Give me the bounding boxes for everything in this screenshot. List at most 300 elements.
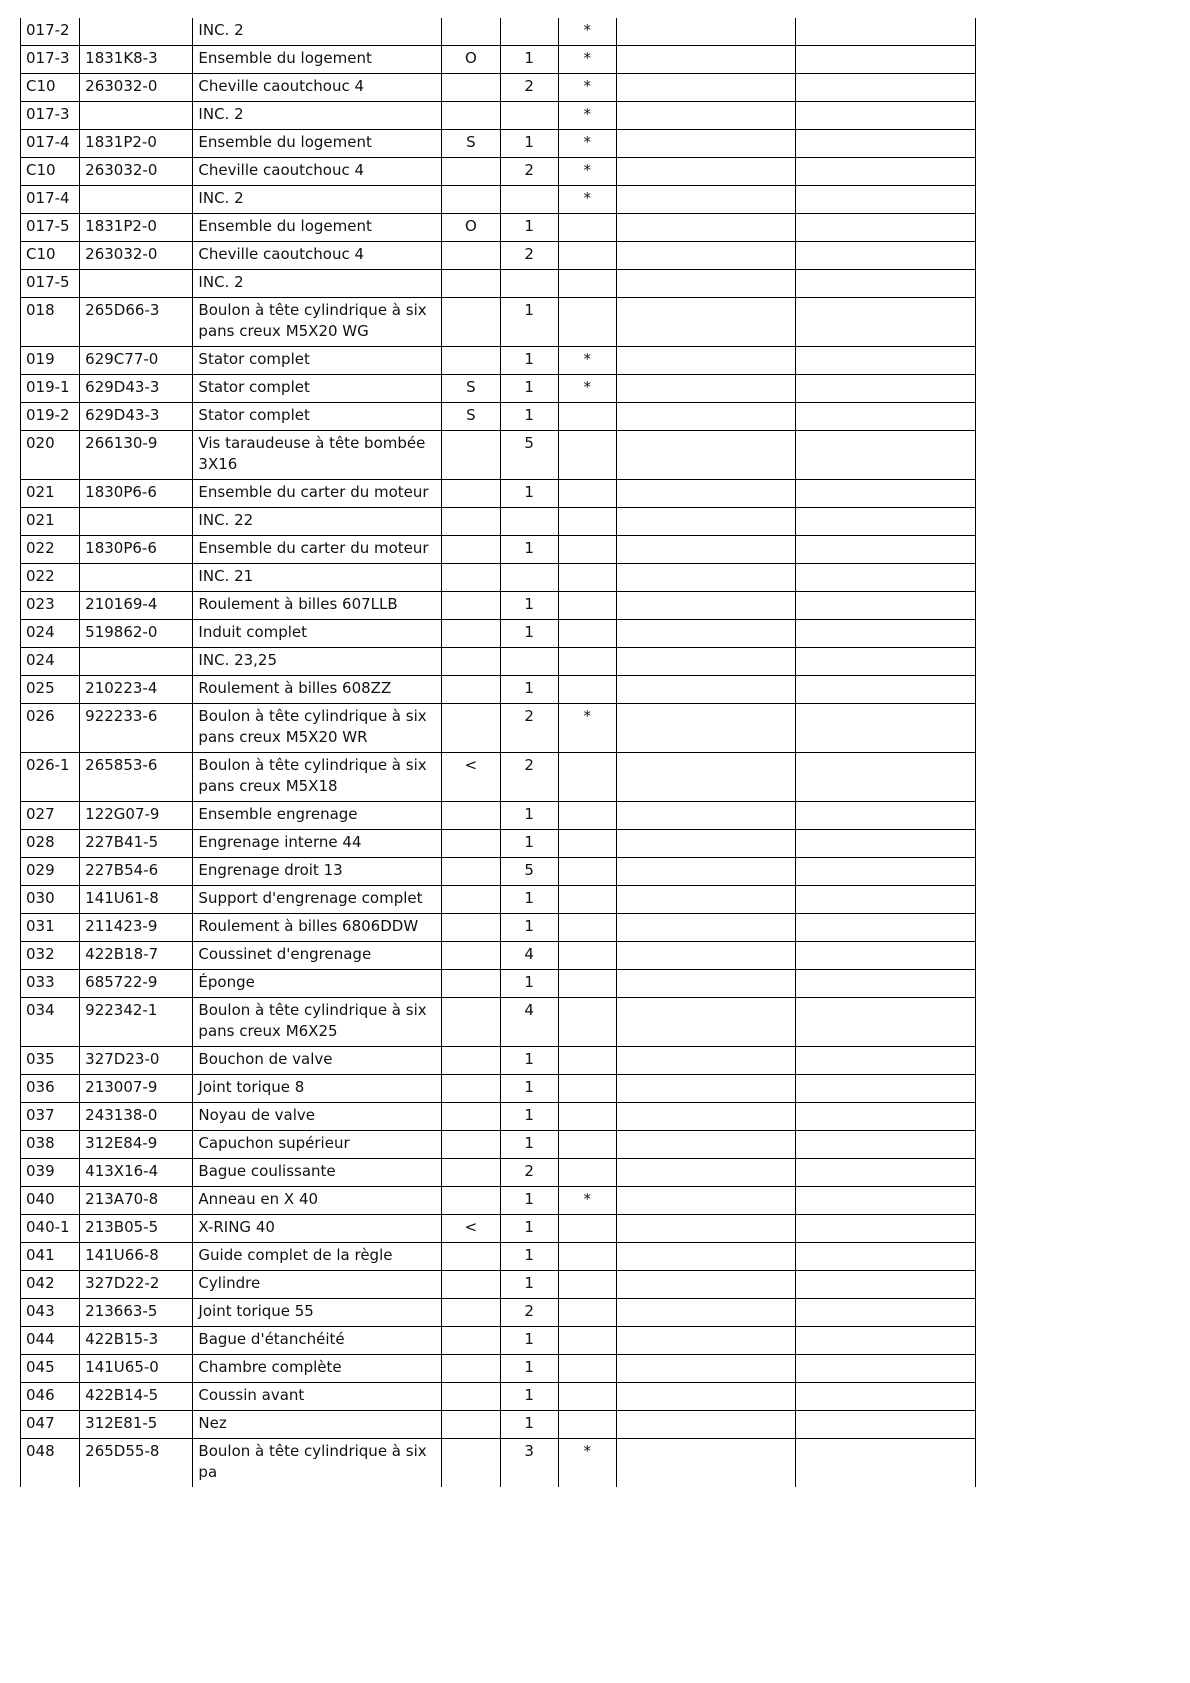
table-row <box>21 403 976 431</box>
empty-cell <box>796 74 976 102</box>
quantity-cell: 1 <box>500 620 558 648</box>
description-cell: Éponge <box>193 970 442 998</box>
quantity-cell: 2 <box>500 158 558 186</box>
table-row <box>21 102 976 130</box>
empty-cell <box>796 1103 976 1131</box>
empty-cell <box>796 536 976 564</box>
table-row <box>21 480 976 508</box>
mark-cell: * <box>558 102 616 130</box>
part-number-cell: 263032-0 <box>80 158 193 186</box>
quantity-cell: 2 <box>500 753 558 802</box>
description-cell: Cheville caoutchouc 4 <box>193 74 442 102</box>
item-number-cell: 040-1 <box>21 1215 80 1243</box>
item-number-cell: 047 <box>21 1411 80 1439</box>
empty-cell <box>616 1187 796 1215</box>
part-number-cell: 210169-4 <box>80 592 193 620</box>
mark-cell <box>558 1411 616 1439</box>
option-code-cell <box>442 620 500 648</box>
table-row <box>21 508 976 536</box>
mark-cell <box>558 1103 616 1131</box>
description-cell: Ensemble du logement <box>193 46 442 74</box>
part-number-cell: 629D43-3 <box>80 403 193 431</box>
empty-cell <box>616 942 796 970</box>
quantity-cell: 2 <box>500 74 558 102</box>
part-number-cell: 1831P2-0 <box>80 130 193 158</box>
part-number-cell: 685722-9 <box>80 970 193 998</box>
table-row <box>21 1215 976 1243</box>
item-number-cell: 025 <box>21 676 80 704</box>
quantity-cell: 2 <box>500 1299 558 1327</box>
option-code-cell <box>442 186 500 214</box>
item-number-cell: 018 <box>21 298 80 347</box>
quantity-cell: 1 <box>500 298 558 347</box>
quantity-cell: 1 <box>500 1103 558 1131</box>
table-row <box>21 298 976 347</box>
part-number-cell: 629C77-0 <box>80 347 193 375</box>
mark-cell <box>558 1075 616 1103</box>
empty-cell <box>796 1187 976 1215</box>
empty-cell <box>796 1383 976 1411</box>
mark-cell: * <box>558 186 616 214</box>
item-number-cell: 024 <box>21 620 80 648</box>
empty-cell <box>616 186 796 214</box>
table-row <box>21 753 976 802</box>
table-row <box>21 970 976 998</box>
item-number-cell: 043 <box>21 1299 80 1327</box>
option-code-cell <box>442 886 500 914</box>
description-cell: Roulement à billes 607LLB <box>193 592 442 620</box>
option-code-cell <box>442 74 500 102</box>
item-number-cell: 029 <box>21 858 80 886</box>
table-row <box>21 1439 976 1488</box>
table-row <box>21 1411 976 1439</box>
quantity-cell: 1 <box>500 1271 558 1299</box>
empty-cell <box>616 214 796 242</box>
empty-cell <box>796 970 976 998</box>
empty-cell <box>796 270 976 298</box>
description-cell: Cylindre <box>193 1271 442 1299</box>
mark-cell <box>558 242 616 270</box>
mark-cell <box>558 802 616 830</box>
quantity-cell <box>500 564 558 592</box>
item-number-cell: 034 <box>21 998 80 1047</box>
option-code-cell <box>442 998 500 1047</box>
item-number-cell: 019-2 <box>21 403 80 431</box>
quantity-cell <box>500 18 558 46</box>
empty-cell <box>616 130 796 158</box>
description-cell: INC. 2 <box>193 270 442 298</box>
option-code-cell <box>442 298 500 347</box>
mark-cell <box>558 298 616 347</box>
quantity-cell: 1 <box>500 46 558 74</box>
mark-cell <box>558 914 616 942</box>
empty-cell <box>616 753 796 802</box>
part-number-cell: 922342-1 <box>80 998 193 1047</box>
part-number-cell: 1830P6-6 <box>80 536 193 564</box>
mark-cell <box>558 592 616 620</box>
empty-cell <box>616 1411 796 1439</box>
description-cell: INC. 2 <box>193 18 442 46</box>
part-number-cell: 266130-9 <box>80 431 193 480</box>
empty-cell <box>616 403 796 431</box>
option-code-cell <box>442 802 500 830</box>
quantity-cell: 1 <box>500 1075 558 1103</box>
table-row <box>21 1075 976 1103</box>
empty-cell <box>616 375 796 403</box>
empty-cell <box>796 1411 976 1439</box>
part-number-cell: 263032-0 <box>80 242 193 270</box>
mark-cell <box>558 536 616 564</box>
table-row <box>21 1299 976 1327</box>
item-number-cell: 039 <box>21 1159 80 1187</box>
description-cell: Bague d'étanchéité <box>193 1327 442 1355</box>
item-number-cell: 020 <box>21 431 80 480</box>
item-number-cell: C10 <box>21 242 80 270</box>
table-row <box>21 704 976 753</box>
empty-cell <box>616 74 796 102</box>
empty-cell <box>796 403 976 431</box>
part-number-cell <box>80 564 193 592</box>
option-code-cell: O <box>442 214 500 242</box>
mark-cell <box>558 508 616 536</box>
empty-cell <box>796 347 976 375</box>
empty-cell <box>616 347 796 375</box>
empty-cell <box>616 1047 796 1075</box>
quantity-cell: 5 <box>500 431 558 480</box>
option-code-cell <box>442 942 500 970</box>
empty-cell <box>796 214 976 242</box>
part-number-cell: 312E84-9 <box>80 1131 193 1159</box>
empty-cell <box>796 1131 976 1159</box>
part-number-cell: 1830P6-6 <box>80 480 193 508</box>
part-number-cell: 213B05-5 <box>80 1215 193 1243</box>
empty-cell <box>796 1159 976 1187</box>
quantity-cell: 1 <box>500 1355 558 1383</box>
empty-cell <box>796 508 976 536</box>
table-row <box>21 1327 976 1355</box>
item-number-cell: 019-1 <box>21 375 80 403</box>
parts-table <box>20 18 976 1487</box>
part-number-cell: 213A70-8 <box>80 1187 193 1215</box>
empty-cell <box>796 753 976 802</box>
option-code-cell <box>442 1383 500 1411</box>
empty-cell <box>616 1243 796 1271</box>
empty-cell <box>616 1439 796 1488</box>
quantity-cell: 1 <box>500 802 558 830</box>
description-cell: INC. 2 <box>193 102 442 130</box>
item-number-cell: 017-3 <box>21 102 80 130</box>
part-number-cell: 211423-9 <box>80 914 193 942</box>
description-cell: INC. 21 <box>193 564 442 592</box>
option-code-cell <box>442 508 500 536</box>
empty-cell <box>796 998 976 1047</box>
quantity-cell: 1 <box>500 1215 558 1243</box>
table-row <box>21 347 976 375</box>
table-row <box>21 186 976 214</box>
table-row <box>21 1131 976 1159</box>
option-code-cell <box>442 1047 500 1075</box>
mark-cell <box>558 1299 616 1327</box>
empty-cell <box>616 102 796 130</box>
empty-cell <box>616 1159 796 1187</box>
empty-cell <box>616 1327 796 1355</box>
part-number-cell: 422B15-3 <box>80 1327 193 1355</box>
part-number-cell <box>80 508 193 536</box>
empty-cell <box>616 1299 796 1327</box>
quantity-cell: 4 <box>500 942 558 970</box>
part-number-cell <box>80 102 193 130</box>
quantity-cell: 1 <box>500 1131 558 1159</box>
table-row <box>21 18 976 46</box>
table-row <box>21 620 976 648</box>
item-number-cell: 027 <box>21 802 80 830</box>
item-number-cell: 044 <box>21 1327 80 1355</box>
option-code-cell <box>442 480 500 508</box>
empty-cell <box>616 270 796 298</box>
description-cell: Stator complet <box>193 375 442 403</box>
description-cell: Ensemble du logement <box>193 130 442 158</box>
mark-cell: * <box>558 130 616 158</box>
empty-cell <box>796 1271 976 1299</box>
part-number-cell: 422B18-7 <box>80 942 193 970</box>
description-cell: Boulon à tête cylindrique à six pa <box>193 1439 442 1488</box>
empty-cell <box>616 1215 796 1243</box>
part-number-cell: 122G07-9 <box>80 802 193 830</box>
description-cell: Ensemble engrenage <box>193 802 442 830</box>
empty-cell <box>616 592 796 620</box>
description-cell: Chambre complète <box>193 1355 442 1383</box>
empty-cell <box>616 480 796 508</box>
table-row <box>21 74 976 102</box>
part-number-cell: 227B54-6 <box>80 858 193 886</box>
description-cell: Vis taraudeuse à tête bombée 3X16 <box>193 431 442 480</box>
item-number-cell: 041 <box>21 1243 80 1271</box>
empty-cell <box>796 158 976 186</box>
option-code-cell <box>442 704 500 753</box>
quantity-cell: 1 <box>500 347 558 375</box>
part-number-cell: 519862-0 <box>80 620 193 648</box>
mark-cell: * <box>558 158 616 186</box>
description-cell: INC. 2 <box>193 186 442 214</box>
part-number-cell: 265D55-8 <box>80 1439 193 1488</box>
table-row <box>21 1355 976 1383</box>
description-cell: Joint torique 8 <box>193 1075 442 1103</box>
mark-cell <box>558 648 616 676</box>
description-cell: Nez <box>193 1411 442 1439</box>
part-number-cell: 265D66-3 <box>80 298 193 347</box>
empty-cell <box>616 1075 796 1103</box>
mark-cell: * <box>558 18 616 46</box>
description-cell: Engrenage droit 13 <box>193 858 442 886</box>
empty-cell <box>796 1075 976 1103</box>
table-row <box>21 158 976 186</box>
description-cell: Boulon à tête cylindrique à six pans creux M5X20 WG <box>193 298 442 347</box>
option-code-cell <box>442 648 500 676</box>
empty-cell <box>616 431 796 480</box>
empty-cell <box>616 914 796 942</box>
table-row <box>21 242 976 270</box>
item-number-cell: 033 <box>21 970 80 998</box>
description-cell: Ensemble du logement <box>193 214 442 242</box>
quantity-cell: 4 <box>500 998 558 1047</box>
empty-cell <box>796 298 976 347</box>
quantity-cell: 1 <box>500 886 558 914</box>
item-number-cell: 024 <box>21 648 80 676</box>
empty-cell <box>796 1299 976 1327</box>
item-number-cell: 026-1 <box>21 753 80 802</box>
option-code-cell <box>442 1187 500 1215</box>
option-code-cell <box>442 18 500 46</box>
quantity-cell: 1 <box>500 480 558 508</box>
empty-cell <box>796 431 976 480</box>
description-cell: Boulon à tête cylindrique à six pans creux M5X18 <box>193 753 442 802</box>
item-number-cell: 046 <box>21 1383 80 1411</box>
empty-cell <box>796 704 976 753</box>
empty-cell <box>616 676 796 704</box>
option-code-cell <box>442 1299 500 1327</box>
table-row <box>21 1243 976 1271</box>
mark-cell <box>558 403 616 431</box>
table-row <box>21 676 976 704</box>
mark-cell <box>558 753 616 802</box>
description-cell: Stator complet <box>193 347 442 375</box>
option-code-cell <box>442 1075 500 1103</box>
parts-table-body <box>21 18 976 1487</box>
quantity-cell: 1 <box>500 592 558 620</box>
mark-cell: * <box>558 1439 616 1488</box>
description-cell: Coussin avant <box>193 1383 442 1411</box>
item-number-cell: 028 <box>21 830 80 858</box>
empty-cell <box>616 886 796 914</box>
table-row <box>21 1187 976 1215</box>
part-number-cell: 312E81-5 <box>80 1411 193 1439</box>
mark-cell: * <box>558 375 616 403</box>
description-cell: Guide complet de la règle <box>193 1243 442 1271</box>
table-row <box>21 46 976 74</box>
item-number-cell: C10 <box>21 74 80 102</box>
part-number-cell: 422B14-5 <box>80 1383 193 1411</box>
description-cell: Bouchon de valve <box>193 1047 442 1075</box>
part-number-cell: 210223-4 <box>80 676 193 704</box>
empty-cell <box>616 298 796 347</box>
empty-cell <box>616 18 796 46</box>
option-code-cell <box>442 1411 500 1439</box>
part-number-cell: 327D22-2 <box>80 1271 193 1299</box>
option-code-cell <box>442 158 500 186</box>
empty-cell <box>616 1355 796 1383</box>
item-number-cell: 040 <box>21 1187 80 1215</box>
empty-cell <box>796 375 976 403</box>
item-number-cell: 021 <box>21 480 80 508</box>
quantity-cell <box>500 102 558 130</box>
description-cell: Boulon à tête cylindrique à six pans creux M6X25 <box>193 998 442 1047</box>
empty-cell <box>796 1327 976 1355</box>
quantity-cell <box>500 186 558 214</box>
option-code-cell <box>442 1243 500 1271</box>
quantity-cell: 1 <box>500 1383 558 1411</box>
mark-cell <box>558 970 616 998</box>
quantity-cell: 1 <box>500 1047 558 1075</box>
empty-cell <box>616 1103 796 1131</box>
item-number-cell: 048 <box>21 1439 80 1488</box>
description-cell: Ensemble du carter du moteur <box>193 536 442 564</box>
mark-cell <box>558 1327 616 1355</box>
mark-cell <box>558 942 616 970</box>
item-number-cell: 022 <box>21 564 80 592</box>
description-cell: Bague coulissante <box>193 1159 442 1187</box>
item-number-cell: 031 <box>21 914 80 942</box>
empty-cell <box>796 564 976 592</box>
empty-cell <box>796 1355 976 1383</box>
empty-cell <box>796 102 976 130</box>
table-row <box>21 886 976 914</box>
table-row <box>21 592 976 620</box>
table-row <box>21 1159 976 1187</box>
table-row <box>21 536 976 564</box>
mark-cell <box>558 564 616 592</box>
mark-cell <box>558 480 616 508</box>
option-code-cell <box>442 102 500 130</box>
description-cell: Capuchon supérieur <box>193 1131 442 1159</box>
item-number-cell: 019 <box>21 347 80 375</box>
item-number-cell: 035 <box>21 1047 80 1075</box>
mark-cell <box>558 1355 616 1383</box>
quantity-cell: 1 <box>500 1411 558 1439</box>
description-cell: Induit complet <box>193 620 442 648</box>
option-code-cell <box>442 1327 500 1355</box>
empty-cell <box>616 998 796 1047</box>
part-number-cell: 213663-5 <box>80 1299 193 1327</box>
empty-cell <box>796 46 976 74</box>
item-number-cell: 032 <box>21 942 80 970</box>
empty-cell <box>616 830 796 858</box>
description-cell: Roulement à billes 608ZZ <box>193 676 442 704</box>
option-code-cell <box>442 858 500 886</box>
mark-cell <box>558 998 616 1047</box>
empty-cell <box>616 1383 796 1411</box>
empty-cell <box>616 802 796 830</box>
option-code-cell <box>442 1355 500 1383</box>
description-cell: INC. 22 <box>193 508 442 536</box>
empty-cell <box>616 704 796 753</box>
empty-cell <box>616 46 796 74</box>
empty-cell <box>796 942 976 970</box>
quantity-cell <box>500 508 558 536</box>
table-row <box>21 942 976 970</box>
part-number-cell: 327D23-0 <box>80 1047 193 1075</box>
table-row <box>21 998 976 1047</box>
table-row <box>21 375 976 403</box>
quantity-cell <box>500 270 558 298</box>
option-code-cell <box>442 970 500 998</box>
option-code-cell <box>442 1439 500 1488</box>
description-cell: X-RING 40 <box>193 1215 442 1243</box>
empty-cell <box>616 508 796 536</box>
empty-cell <box>796 1439 976 1488</box>
option-code-cell: S <box>442 403 500 431</box>
description-cell: INC. 23,25 <box>193 648 442 676</box>
empty-cell <box>796 1047 976 1075</box>
table-row <box>21 802 976 830</box>
table-row <box>21 858 976 886</box>
empty-cell <box>796 886 976 914</box>
empty-cell <box>616 564 796 592</box>
part-number-cell: 141U61-8 <box>80 886 193 914</box>
table-row <box>21 1103 976 1131</box>
item-number-cell: 022 <box>21 536 80 564</box>
table-row <box>21 214 976 242</box>
part-number-cell: 243138-0 <box>80 1103 193 1131</box>
